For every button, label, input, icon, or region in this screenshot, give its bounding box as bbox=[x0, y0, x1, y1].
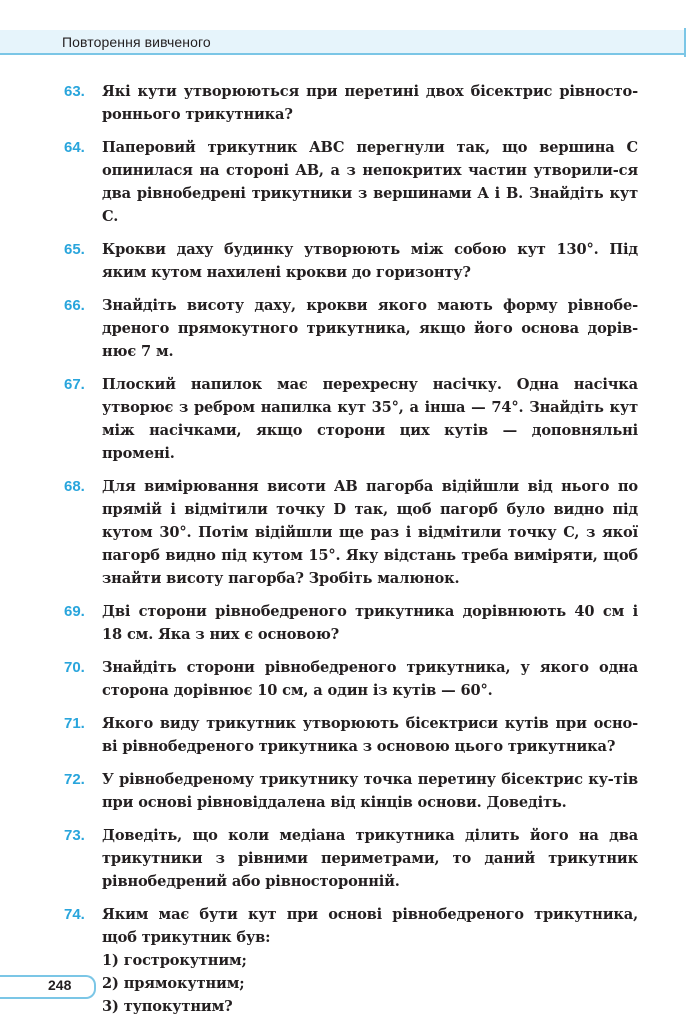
problem-70 bbox=[64, 656, 638, 702]
problem-number: 65. bbox=[64, 241, 85, 258]
problem-number: 69. bbox=[64, 603, 85, 620]
problem-number: 68. bbox=[64, 478, 85, 495]
problem-73 bbox=[64, 824, 638, 893]
problem-68 bbox=[64, 475, 638, 590]
problem-text: У рівнобедреному трикутнику точка перетину бісектрис ку-тів при основі рівновіддалена від кінців основи. Доведіть. bbox=[102, 771, 638, 811]
problem-number: 64. bbox=[64, 139, 85, 156]
problem-65 bbox=[64, 238, 638, 284]
problem-71 bbox=[64, 712, 638, 758]
problem-72 bbox=[64, 768, 638, 814]
problem-63 bbox=[64, 80, 638, 126]
problem-number: 67. bbox=[64, 376, 85, 393]
answer-option: 3) тупокутним? bbox=[102, 998, 233, 1015]
problem-text-block bbox=[102, 903, 638, 1018]
problem-text: Якого виду трикутник утворюють бісектриси кутів при осно-ві рівнобедреного трикутника з основою цього трикутника? bbox=[102, 715, 638, 755]
problem-text: Які кути утворюються при перетині двох бісектрис рівносто-роннього трикутника? bbox=[102, 83, 638, 123]
problem-text: Для вимірювання висоти AB пагорба відійшли від нього по прямій і відмітили точку D так, щоб пагорб було видно під кутом 30°. Потім відійшли ще раз і відмітили точку C, з якої пагорб видно під кутом 15°. Яку відстань треба виміряти, щоб знайти висоту пагорба? Зробіть малюнок. bbox=[102, 478, 638, 587]
problem-text: Знайдіть сторони рівнобедреного трикутника, у якого одна сторона дорівнює 10 см, а один із кутів — 60°. bbox=[102, 659, 638, 699]
header-title: Повторення вивченого bbox=[62, 34, 211, 50]
answer-option: 1) гострокутним; bbox=[102, 952, 247, 969]
problem-text: Доведіть, що коли медіана трикутника ділить його на два трикутники з рівними периметрами, то даний трикутник рівнобедрений або рівносторонній. bbox=[102, 827, 638, 890]
problem-text: Знайдіть висоту даху, крокви якого мають форму рівнобе-дреного прямокутного трикутника, якщо його основа дорів-нює 7 м. bbox=[102, 297, 638, 360]
problem-text: Крокви даху будинку утворюють між собою кут 130°. Під яким кутом нахилені крокви до горизонту? bbox=[102, 241, 638, 281]
problem-text: Плоский напилок має перехресну насічку. Одна насічка утворює з ребром напилка кут 35°, а інша — 74°. Знайдіть кут між насічками, якщо сторони цих кутів — доповняльні промені. bbox=[102, 376, 638, 462]
page-number: 248 bbox=[48, 977, 72, 993]
problem-text: Яким має бути кут при основі рівнобедреного трикутника, щоб трикутник був: bbox=[102, 906, 638, 946]
problem-number: 71. bbox=[64, 715, 85, 732]
problem-74 bbox=[64, 903, 638, 1018]
problem-text: Паперовий трикутник ABC перегнули так, що вершина C опинилася на стороні AB, а з непокритих частин утворили-ся два рівнобедрені трикутники з вершинами A і B. Знайдіть кут C. bbox=[102, 139, 638, 225]
problem-67 bbox=[64, 373, 638, 465]
answer-option: 2) прямокутним; bbox=[102, 975, 245, 992]
running-header bbox=[0, 30, 695, 57]
header-edge bbox=[684, 28, 695, 57]
problem-number: 66. bbox=[64, 297, 85, 314]
problem-64 bbox=[64, 136, 638, 228]
problem-66 bbox=[64, 294, 638, 363]
problem-69 bbox=[64, 600, 638, 646]
problem-text: Дві сторони рівнобедреного трикутника дорівнюють 40 см і 18 см. Яка з них є основою? bbox=[102, 603, 638, 643]
problem-number: 73. bbox=[64, 827, 85, 844]
problem-list bbox=[64, 80, 638, 1028]
problem-number: 72. bbox=[64, 771, 85, 788]
page-footer bbox=[0, 975, 100, 997]
problem-number: 70. bbox=[64, 659, 85, 676]
problem-number: 74. bbox=[64, 906, 85, 923]
problem-number: 63. bbox=[64, 83, 85, 100]
